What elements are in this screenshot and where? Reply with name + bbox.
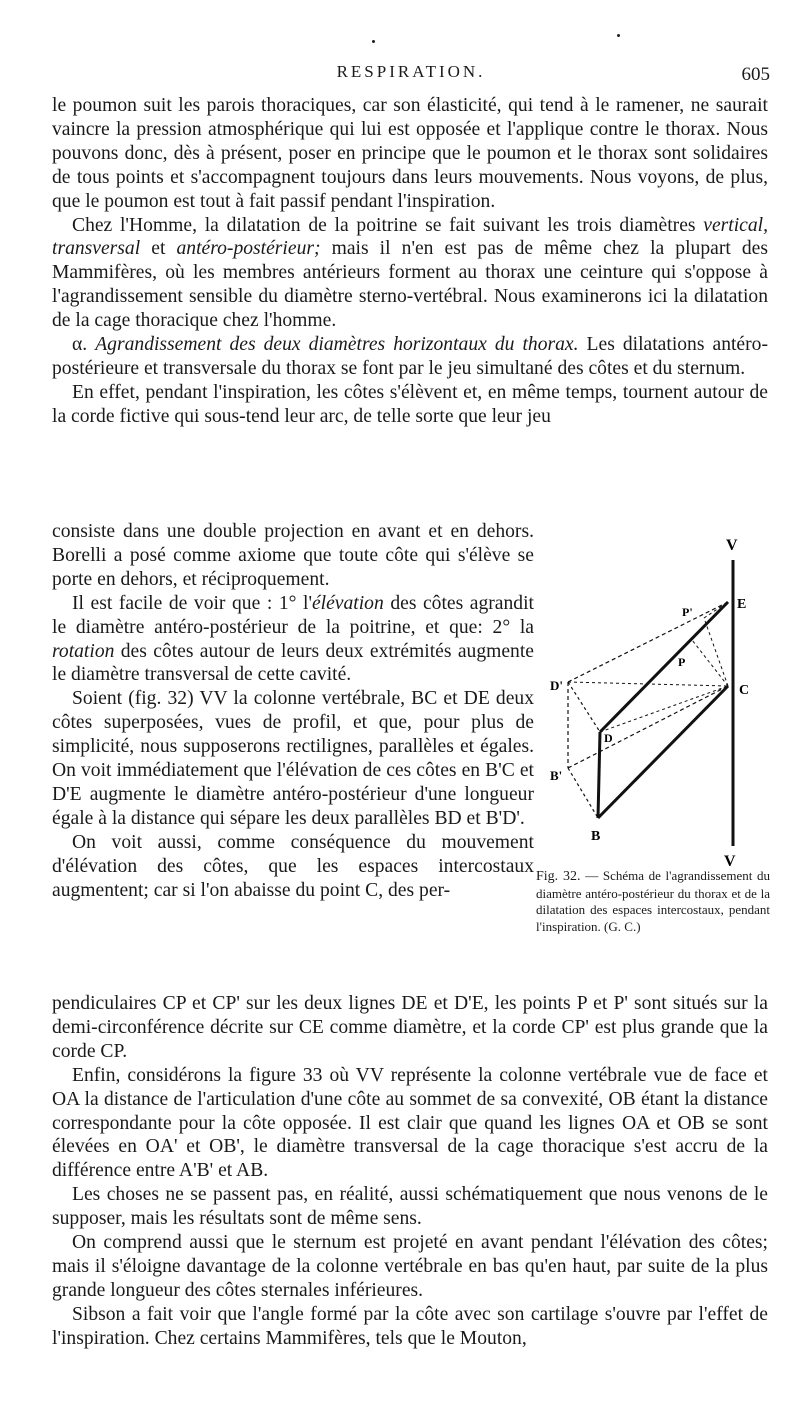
paragraph: α. Agrandissement des deux diamètres horizontaux du thorax. Les dilatations antéro-postérieure et transversale du thorax se font par le jeu simultané des côtes et du sternum.: [52, 334, 768, 379]
label-d: D: [604, 731, 613, 745]
line-b-prime-c: [568, 686, 728, 768]
line-bd: [598, 732, 600, 818]
label-v-top: V: [726, 537, 738, 554]
paragraph: On comprend aussi que le sternum est projeté en avant pendant l'élévation des côtes; mais il s'éloigne davantage de la colonne vertébrale en bas qu'en haut, par suite de la plus grande longueur des côtes sternales inférieures.: [52, 1232, 768, 1301]
label-d-prime: D': [550, 678, 563, 693]
perpendicular-cp: [692, 640, 728, 686]
paragraph: Les choses ne se passent pas, en réalité, aussi schématiquement que nous venons de le supposer, mais les résultats sont de même sens.: [52, 1184, 768, 1230]
running-header: [52, 62, 770, 88]
figure-32-diagram: [540, 530, 770, 870]
paragraph: Enfin, considérons la figure 33 où VV représente la colonne vertébrale vue de face et OA la distance de l'articulation d'une côte au sommet de sa convexité, OB étant la distance correspondante pour la côte opposée. Il est clair que quand les lignes OA et OB se sont élevées en OA' et OB', le diamètre transversal de la cage thoracique s'est accru de la différence entre A'B' et AB.: [52, 1064, 768, 1182]
paragraph: consiste dans une double projection en avant et en dehors. Borelli a posé comme axiome que toute côte qui s'élève se porte en dehors, et réciproquement.: [52, 521, 534, 590]
paragraph: pendiculaires CP et CP' sur les deux lignes DE et D'E, les points P et P' sont situés sur la demi-circonférence décrite sur CE comme diamètre, et la corde CP' est plus grande que la corde CP.: [52, 993, 768, 1062]
paragraph: On voit aussi, comme conséquence du mouvement d'élévation des côtes, que les espaces intercostaux augmentent; car si l'on abaisse du point C, des per-: [52, 831, 534, 901]
line-d-c: [600, 686, 728, 732]
text-block-top: [52, 94, 768, 429]
label-c: C: [739, 683, 750, 698]
label-v-bottom: V: [724, 853, 736, 870]
text-block-beside-figure: [52, 520, 534, 903]
figure-caption: [536, 868, 770, 935]
caption-label: Fig. 32.: [536, 869, 581, 884]
perpendicular-cp-prime: [704, 618, 728, 686]
print-speck: [372, 40, 375, 43]
line-d-prime-e: [568, 602, 728, 682]
line-b-prime-b: [568, 768, 598, 818]
text-block-bottom: [52, 992, 768, 1351]
page-number: 605: [741, 64, 770, 85]
label-p-prime: P': [682, 605, 693, 619]
label-b-prime: B': [550, 768, 563, 783]
paragraph: Soient (fig. 32) VV la colonne vertébrale, BC et DE deux côtes superposées, vues de profil, et que, pour plus de simplicité, nous supposerons rectilignes, parallèles et égales. On voit immédiatement que l'élévation de ces côtes en B'C et D'E augmente le diamètre antéro-postérieur d'une longueur égale à la distance qui sépare les deux parallèles BD et B'D'.: [52, 688, 534, 829]
paragraph: Sibson a fait voir que l'angle formé par la côte avec son cartilage s'ouvre par l'effet de l'inspiration. Chez certains Mammifères, tels que le Mouton,: [52, 1303, 768, 1349]
rib-de: [600, 602, 728, 732]
rib-bc: [598, 686, 728, 818]
paragraph: Il est facile de voir que : 1° l'élévation des côtes agrandit le diamètre antéro-postérieur de la poitrine, et que: 2° la rotation des côtes autour de leurs deux extrémités augmente le diamètre transversal de cette cavité.: [52, 592, 534, 686]
line-d-prime-d: [568, 682, 600, 732]
section-marker: α.: [72, 334, 88, 356]
label-e: E: [737, 597, 747, 612]
running-title: RESPIRATION.: [336, 62, 486, 81]
paragraph: le poumon suit les parois thoraciques, car son élasticité, qui tend à le ramener, ne saurait vaincre la pression atmosphérique qui lui est opposée et l'applique contre le thorax. Nous pouvons donc, dès à présent, poser en principe que le poumon et le thorax sont solidaires de tous points et s'accompagnent toujours dans leurs mouvements. Nous voyons, de plus, que le poumon est tout à fait passif pendant l'inspiration.: [52, 95, 768, 212]
print-speck: [617, 34, 620, 37]
caption-text: — Schéma de l'agrandissement du diamètre antéro-postérieur du thorax et de la dilatation des espaces intercostaux, pendant l'inspiration. (G. C.): [536, 868, 770, 934]
paragraph: Chez l'Homme, la dilatation de la poitrine se fait suivant les trois diamètres vertical, transversal et antéro-postérieur; mais il n'en est pas de même chez la plupart des Mammifères, où les membres antérieurs forment au thorax une ceinture qui s'oppose à l'agrandissement sensible du diamètre sterno-vertébral. Nous examinerons ici la dilatation de la cage thoracique chez l'homme.: [52, 214, 769, 332]
paragraph: En effet, pendant l'inspiration, les côtes s'élèvent et, en même temps, tournent autour de la corde fictive qui sous-tend leur arc, de telle sorte que leur jeu: [52, 381, 768, 427]
label-b: B: [591, 829, 601, 844]
section-heading: Agrandissement des deux diamètres horizontaux du thorax.: [95, 334, 579, 356]
label-p: P: [678, 655, 686, 669]
